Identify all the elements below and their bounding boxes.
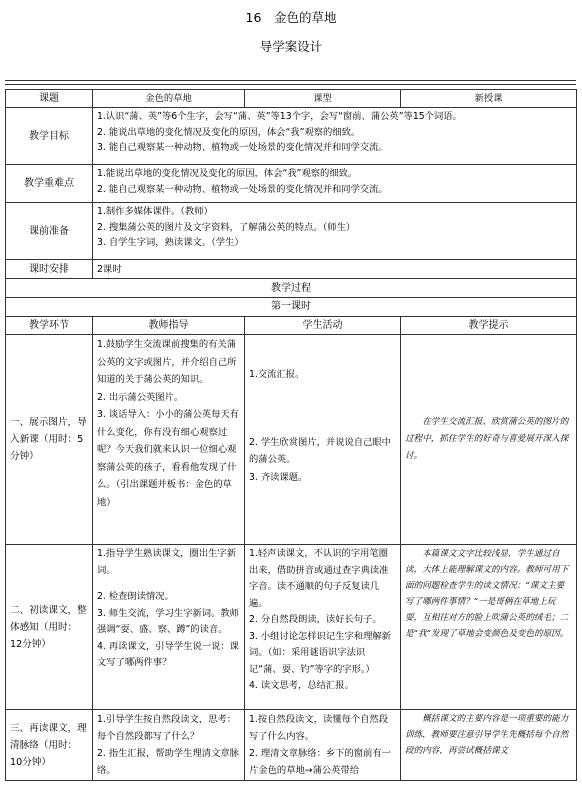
lesson-plan-table <box>5 89 577 781</box>
teacher-cell <box>93 710 245 781</box>
process-title: 教学过程 <box>6 279 577 298</box>
goals-label: 教学目标 <box>6 108 93 165</box>
student-item: 4. 读文思考，总结汇报。 <box>249 680 354 692</box>
teacher-cell <box>93 335 245 545</box>
prep-item: 3. 自学生字词，熟读课文。（学生） <box>97 237 244 249</box>
goals-cell <box>93 108 577 165</box>
keypoints-cell <box>93 165 577 203</box>
student-item: 1.按自然段读文，读懂每个自然段写了什么内容。 <box>249 714 389 743</box>
type-label: 课型 <box>245 90 401 108</box>
prep-item: 1.制作多媒体课件。（教师） <box>97 206 213 218</box>
teacher-item: 3. 师生交流，学习生字新词。教师强调“耍、盛、察、蹲”的读音。 <box>97 607 239 636</box>
student-item: 2. 理清文章脉络：乡下的窗前有一片金色的草地→蒲公英带给 <box>249 748 391 777</box>
prep-item: 2. 搜集蒲公英的图片及文字资料，了解蒲公英的特点。（师生） <box>97 221 356 233</box>
step-row-2 <box>6 545 577 710</box>
topic-value: 金色的草地 <box>93 90 245 108</box>
info-row-hours <box>6 260 577 279</box>
student-item: 2. 学生欣赏图片，并说说自己眼中的蒲公英。 <box>249 436 391 466</box>
type-value: 新授课 <box>401 90 577 108</box>
student-item: 1.轻声读课文，不认识的字用笔圈出来，借助拼音或通过查字典读准字音。读不通顺的句子反复读几遍。 <box>249 548 389 609</box>
student-item: 3. 齐读课题。 <box>249 471 308 483</box>
hours-label: 课时安排 <box>6 260 93 279</box>
info-row-topic <box>6 90 577 108</box>
teacher-item: 4. 再读课文，引导学生说一说：课文写了哪两件事？ <box>97 640 239 669</box>
teacher-item: 2. 出示蒲公英图片。 <box>97 391 184 403</box>
student-cell <box>245 710 401 781</box>
tip-cell: 概括课文的主要内容是一项重要的能力训练，教师要注意引导学生先概括每个自然段的内容，再尝试概括课文 <box>401 710 577 781</box>
teacher-item: 2. 指生汇报，帮助学生理清文章脉络。 <box>97 748 239 777</box>
teacher-item: 2. 检查朗读情况。 <box>97 591 174 603</box>
info-row-keypoints <box>6 165 577 203</box>
info-row-goals <box>6 108 577 165</box>
prep-cell <box>93 203 577 260</box>
teacher-item: 3. 谈话导入：小小的蒲公英每天有什么变化，你有没有细心观察过呢？今天我们就来认识一位细心观察蒲公英的孩子，看看他发现了什么。（引出课题并板书：金色的草地） <box>97 409 239 508</box>
student-cell <box>245 335 401 545</box>
step-name: 三、再读课文，理清脉络（用时：10分钟） <box>6 710 93 781</box>
step-row-3 <box>6 710 577 781</box>
first-period: 第一课时 <box>6 298 577 316</box>
col-student: 学生活动 <box>245 316 401 334</box>
step-row-1 <box>6 335 577 545</box>
lesson-title: 16 金色的草地 <box>245 10 337 25</box>
process-title-row <box>6 279 577 298</box>
teacher-item: 1.引导学生按自然段读文，思考：每个自然段都写了什么？ <box>97 714 237 743</box>
teacher-item: 1.指导学生熟读课文，圈出生字新词。 <box>97 548 237 576</box>
process-header-row <box>6 316 577 334</box>
teacher-item: 1.鼓励学生交流课前搜集的有关蒲公英的文字或图片，并介绍自己所知道的关于蒲公英的知识。 <box>97 339 237 386</box>
header-rule <box>5 80 576 81</box>
col-step: 教学环节 <box>6 316 93 334</box>
topic-label: 课题 <box>6 90 93 108</box>
info-row-prep <box>6 203 577 260</box>
header-rule-double <box>5 84 576 85</box>
step-name: 一、展示图片，导入新课（用时：5分钟） <box>6 335 93 545</box>
keypoints-label: 教学重难点 <box>6 165 93 203</box>
step-name: 二、初读课文，整体感知（用时：12分钟） <box>6 545 93 710</box>
first-period-row <box>6 298 577 316</box>
goal-item: 2. 能说出草地的变化情况及变化的原因，体会“我”观察的细致。 <box>97 126 361 138</box>
goal-item: 3. 能自己观察某一种动物、植物或一处场景的变化情况并和同学交流。 <box>97 142 388 154</box>
tip-cell: 在学生交流汇报、欣赏蒲公英的图片的过程中，抓住学生的好奇与喜爱展开深入探讨。 <box>401 335 577 545</box>
prep-label: 课前准备 <box>6 203 93 260</box>
keypoint-item: 2. 能自己观察某一种动物、植物或一处场景的变化情况并和同学交流。 <box>97 183 388 195</box>
student-cell <box>245 545 401 710</box>
tip-cell: 本篇课文文字比较浅显，学生通过自读，大体上能理解课文的内容。教师可用下面的问题检查学生的读文情况：“课文主要写了哪两件事情？”一是哥俩在草地上玩耍，互相往对方的脸上吹蒲公英的绒毛；二是“我”发现了草地会变颜色及变色的原因。 <box>401 545 577 710</box>
teacher-cell <box>93 545 245 710</box>
col-tip: 教学提示 <box>401 316 577 334</box>
keypoint-item: 1.能说出草地的变化情况及变化的原因，体会“我”观察的细致。 <box>97 168 358 180</box>
student-item: 2. 分自然段朗读，读好长句子。 <box>249 614 382 626</box>
col-teacher: 教师指导 <box>93 316 245 334</box>
student-item: 3. 小组讨论怎样识记生字和理解新词。（如：采用谜语识字法识记“蒲、耍、钓”等字的字形。） <box>249 630 391 675</box>
design-title: 导学案设计 <box>259 39 323 54</box>
student-item: 1.交流汇报。 <box>249 369 305 381</box>
hours-value: 2课时 <box>93 260 577 279</box>
goal-item: 1.认识“蒲、英”等6个生字，会写“蒲、英”等13个字，会写“窗前、蒲公英”等15个词语。 <box>97 111 462 123</box>
